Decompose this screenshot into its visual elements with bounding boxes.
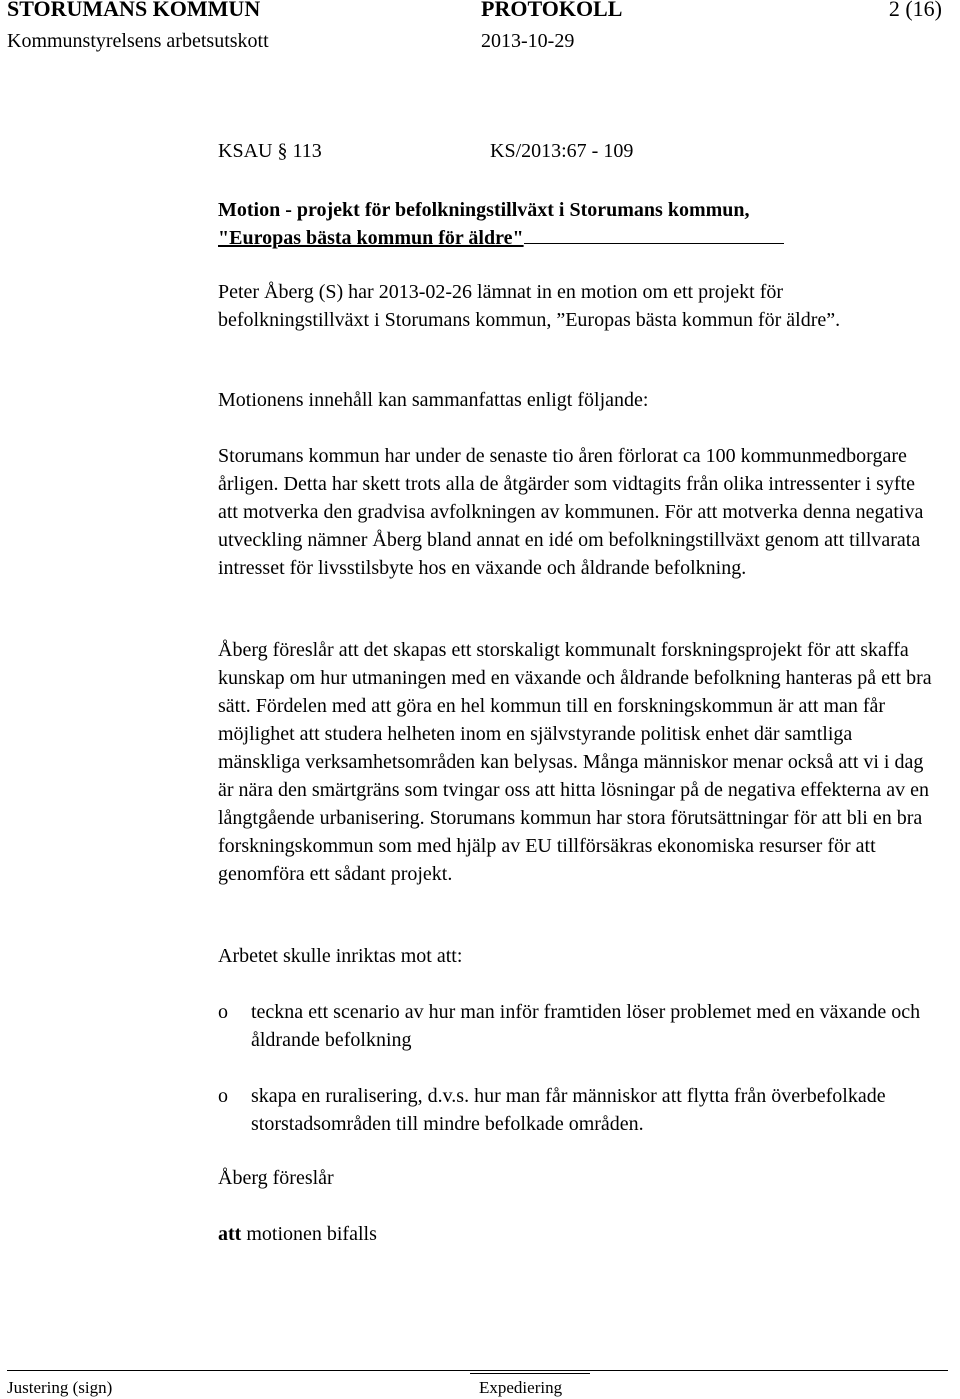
bullet-mark: o	[218, 1085, 228, 1107]
footer-divider-short	[470, 1373, 590, 1374]
case-reference: KS/2013:67 - 109	[490, 140, 634, 162]
proposal-heading: Åberg föreslår	[218, 1167, 334, 1189]
case-line	[218, 137, 634, 165]
page-number: 2 (16)	[888, 0, 942, 21]
summary-heading: Motionens innehåll kan sammanfattas enligt följande:	[218, 389, 649, 411]
bullet-mark: o	[218, 1001, 228, 1023]
expediering-label: Expediering	[479, 1378, 563, 1397]
page-footer	[7, 1378, 563, 1398]
summary-paragraph-2: Åberg föreslår att det skapas ett storskaligt kommunalt forskningsprojekt för att skaffa kunskap om hur utmaningen med en växande och åldrande befolkning hanteras på ett bra sätt. Fördelen med att göra en hel kommun till en forskningskommun är att man får möjlighet att studera helheten inom en självstyrande politisk enhet där samtliga mänskliga verksamhetsområden kan belysas. Många människor menar också att vi i dag är nära den smärtgräns som tvingar oss att hitta lösningar på de negativa effekterna av en långtgående urbanisering. Storumans kommun har stora förutsättningar för att bli en bra forskningskommun som med hjälp av EU tillförsäkras ekonomiska resurser för att genomföra ett sådant projekt.	[218, 639, 932, 885]
meeting-date: 2013-10-29	[481, 30, 575, 52]
justering-label: Justering (sign)	[7, 1378, 113, 1397]
title-line-1: Motion - projekt för befolkningstillväxt i Storumans kommun,	[218, 199, 750, 221]
summary-paragraph-1: Storumans kommun har under de senaste tio åren förlorat ca 100 kommunmedborgare årligen. Detta har skett trots alla de åtgärder som vidtagits från olika intressenter i syfte att motverka den gradvisa avfolkningen av kommunen. För att motverka denna negativa utveckling nämner Åberg bland annat en idé om befolkningstillväxt genom att tillvarata intresset för livsstilsbyte hos en växande och åldrande befolkning.	[218, 445, 924, 579]
header-row-2	[7, 30, 942, 60]
intro-paragraph: Peter Åberg (S) har 2013-02-26 lämnat in en motion om ett projekt för befolkningstillväxt i Storumans kommun, ”Europas bästa kommun för äldre”.	[218, 281, 841, 331]
org-name: STORUMANS KOMMUN	[7, 0, 261, 21]
proposal-decision	[218, 1220, 938, 1248]
title-line-2	[218, 224, 784, 252]
proposal-rest: motionen bifalls	[241, 1223, 377, 1245]
doc-type: PROTOKOLL	[481, 0, 623, 21]
proposal-att: att	[218, 1223, 242, 1245]
page-header	[7, 0, 942, 60]
work-focus-heading: Arbetet skulle inriktas mot att:	[218, 945, 463, 967]
title-underline	[524, 225, 784, 244]
bullet-text: teckna ett scenario av hur man inför framtiden löser problemet med en växande och åldrande befolkning	[251, 1001, 921, 1051]
header-row-1	[7, 0, 942, 26]
title-line-2-text: "Europas bästa kommun för äldre"	[218, 227, 524, 249]
bullet-text: skapa en ruralisering, d.v.s. hur man får människor att flytta från överbefolkade storstadsområden till mindre befolkade områden.	[251, 1085, 886, 1135]
motion-title	[218, 196, 784, 252]
section-number: KSAU § 113	[218, 140, 322, 162]
footer-divider	[7, 1370, 948, 1371]
committee-name: Kommunstyrelsens arbetsutskott	[7, 30, 269, 52]
